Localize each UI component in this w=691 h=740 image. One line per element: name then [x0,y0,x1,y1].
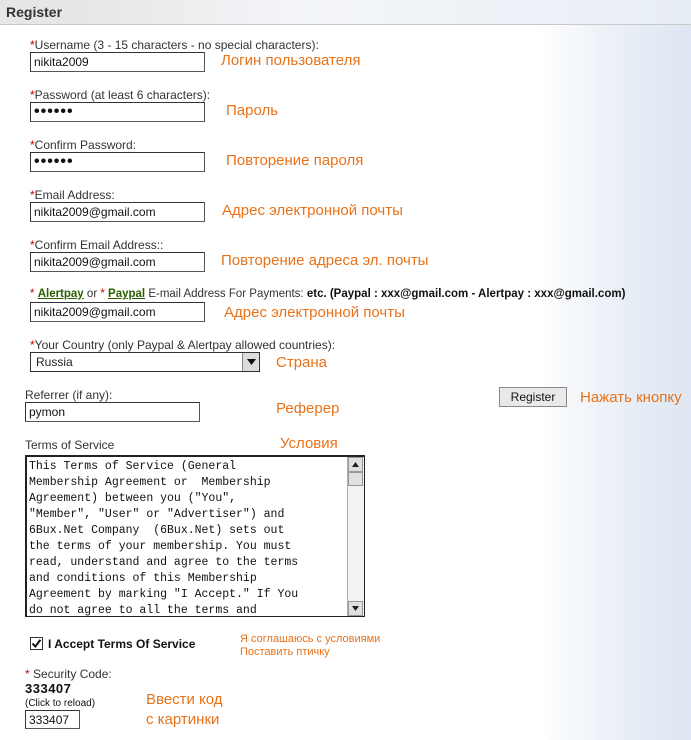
reload-link[interactable]: (Click to reload) [25,698,96,709]
confirm-email-label: *Confirm Email Address:: [30,238,164,252]
confirm-email-input[interactable] [30,252,205,272]
password-input[interactable]: •••••• [30,102,205,122]
accept-note [240,633,390,660]
username-input[interactable] [30,52,205,72]
security-note-line1: Ввести код [146,691,223,708]
email-label: *Email Address: [30,188,115,202]
security-code-input[interactable] [25,710,80,729]
referrer-label: Referrer (if any): [25,388,113,402]
confirm-password-label: *Confirm Password: [30,138,137,152]
tos-text: This Terms of Service (General Membership Agreement or Membership Agreement) between you ("You", "Member", "User" or "Advertiser") and 6Bux.Net Company (6Bux.Net) sets out the terms of your membership. You must read, understand and agree to the terms and conditions of this Membership Agreement by marking "I Accept." If You do not agree to all the terms and [29,460,299,617]
password-note: Пароль [226,102,286,119]
referrer-note: Реферер [276,400,340,417]
paypal-link[interactable]: Paypal [108,288,146,300]
tos-label: Terms of Service [25,438,115,452]
required-asterisk: * [30,188,35,202]
payment-email-note: Адрес электронной почты [224,304,413,321]
accept-checkbox[interactable] [30,637,43,650]
email-input[interactable] [30,202,205,222]
password-label: *Password (at least 6 characters): [30,88,211,102]
required-asterisk: * [30,88,35,102]
accept-note-line2: Поставить птичку [240,646,330,658]
page-header [0,0,691,25]
scroll-up-arrow-icon[interactable] [348,457,363,472]
country-note: Страна [276,354,328,371]
payment-email-label [30,288,625,300]
payment-label-rest: E-mail Address For Payments: [148,288,304,300]
page-title: Register [6,4,63,20]
alertpay-link[interactable]: Alertpay [37,288,84,300]
confirm-email-note: Повторение адреса эл. почты [221,252,436,269]
confirm-password-input[interactable]: •••••• [30,152,205,172]
required-asterisk: * [30,338,35,352]
payment-email-input[interactable] [30,302,205,322]
accept-note-line1: Я соглашаюсь с условиями [240,633,381,645]
security-code-note [146,690,231,730]
referrer-input[interactable] [25,402,200,422]
security-note-line2: с картинки [146,711,220,728]
country-selected-value: Russia [36,355,73,369]
tos-note: Условия [280,435,338,452]
or-text: or [86,288,98,300]
accept-label: I Accept Terms Of Service [48,637,196,651]
security-code-label: * Security Code: [25,667,112,681]
country-select[interactable] [30,352,260,372]
country-label: *Your Country (only Paypal & Alertpay allowed countries): [30,338,336,352]
username-note: Логин пользователя [221,52,368,69]
tos-scrollbar[interactable] [347,457,364,616]
required-asterisk: * [25,667,30,681]
dropdown-arrow-icon[interactable] [242,353,259,371]
required-asterisk: * [30,38,35,52]
required-asterisk: * [100,288,105,300]
username-label: *Username (3 - 15 characters - no special characters): [30,38,319,52]
register-button-note: Нажать кнопку [580,389,682,406]
scroll-thumb[interactable] [348,472,363,486]
required-asterisk: * [30,238,35,252]
checkmark-icon [31,638,42,649]
security-code-image[interactable]: 333407 [25,681,72,696]
required-asterisk: * [30,138,35,152]
email-note: Адрес электронной почты [222,202,411,219]
register-button[interactable]: Register [499,387,567,407]
scroll-down-arrow-icon[interactable] [348,601,363,616]
confirm-password-note: Повторение пароля [226,152,371,169]
payment-example: etc. (Paypal : xxx@gmail.com - Alertpay : xxx@gmail.com) [306,288,626,300]
required-asterisk: * [30,288,35,300]
tos-textarea[interactable] [25,455,365,617]
